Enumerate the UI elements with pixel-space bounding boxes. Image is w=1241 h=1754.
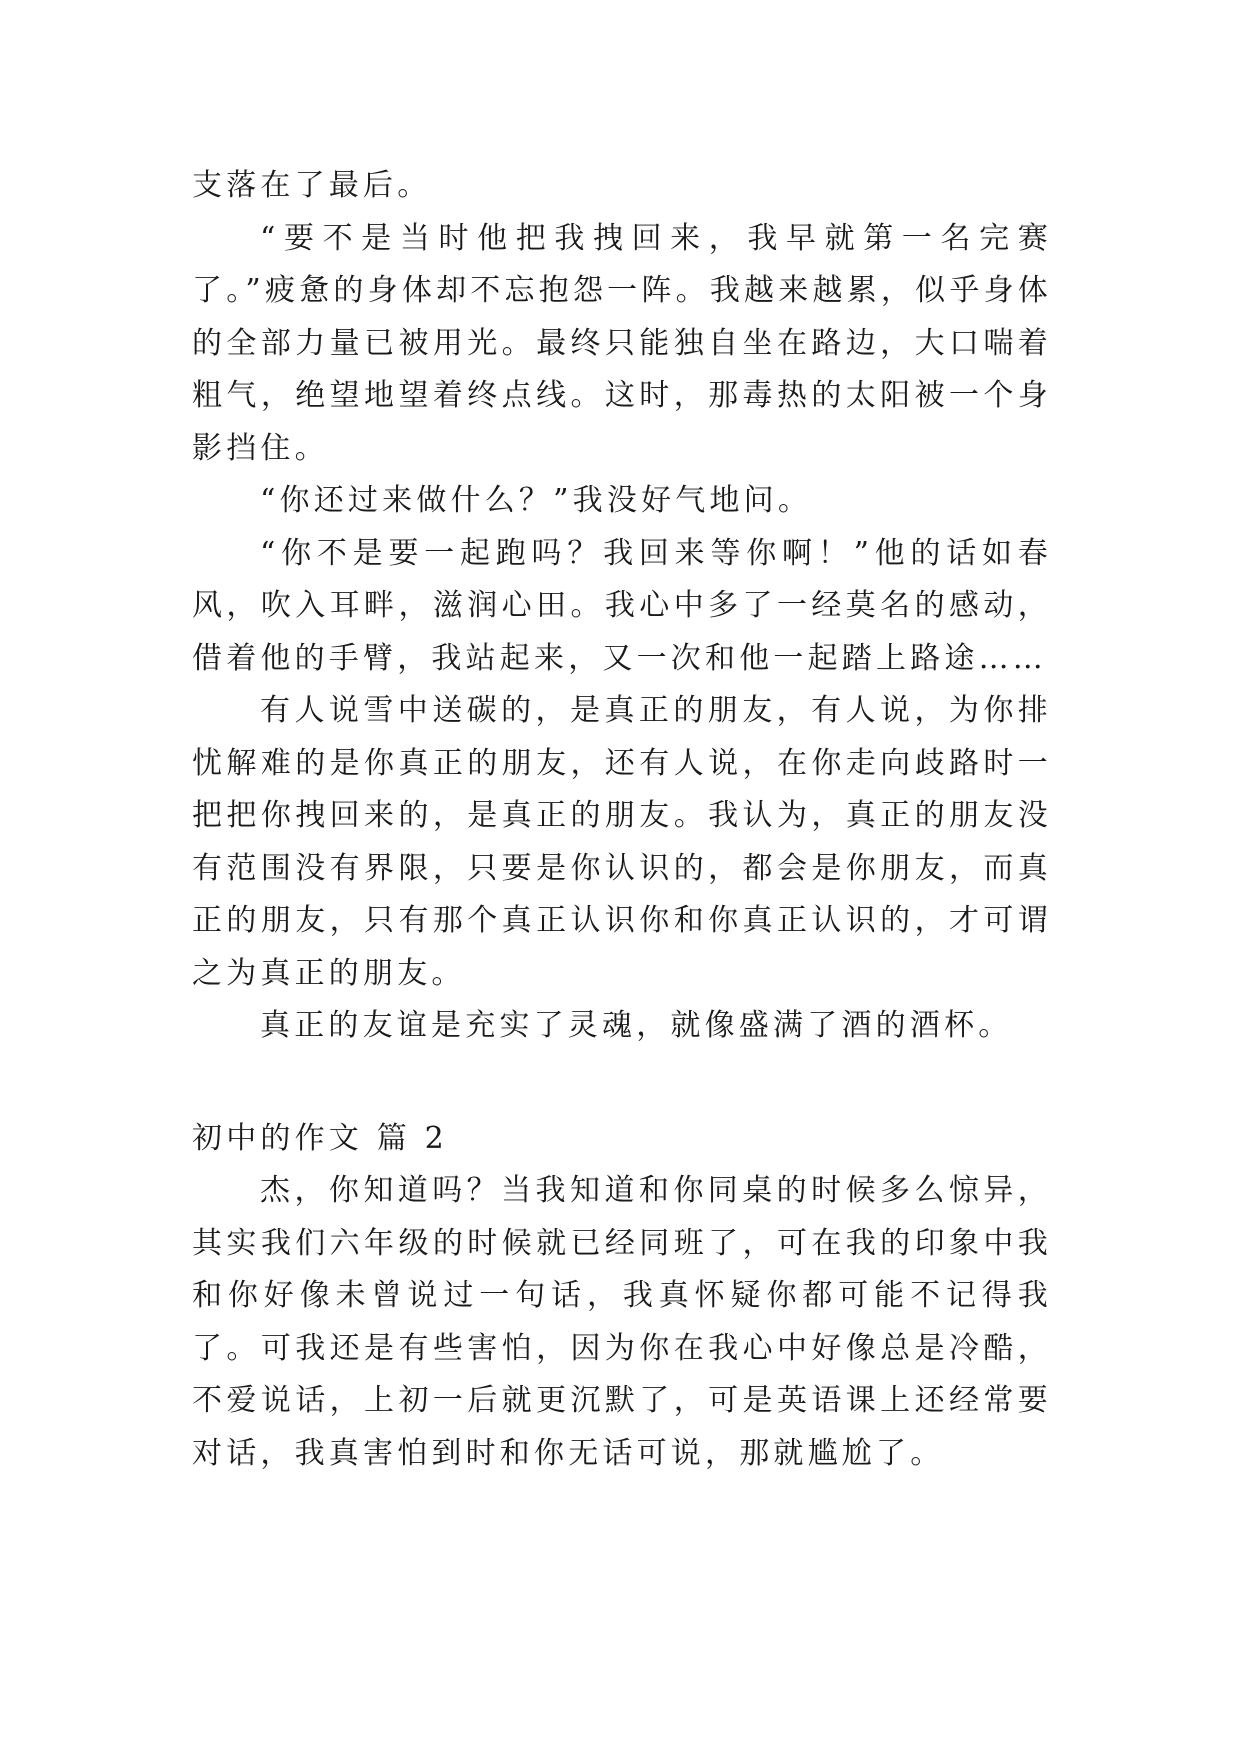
paragraph-continuation: 支落在了最后。 (192, 168, 432, 203)
document-body (192, 160, 1052, 1480)
paragraph: 杰，你知道吗？当我知道和你同桌的时候多么惊异，其实我们六年级的时候就已经同班了，可在我的印象中我和你好像未曾说过一句话，我真怀疑你都可能不记得我了。可我还是有些害怕，因为你在我心中好像总是冷酷，不爱说话，上初一后就更沉默了，可是英语课上还经常要对话，我真害怕到时和你无话可说，那就尴尬了。 (192, 1173, 1052, 1471)
paragraph: “你不是要一起跑吗？我回来等你啊！”他的话如春风，吹入耳畔，滋润心田。我心中多了一经莫名的感动，借着他的手臂，我站起来，又一次和他一起踏上路途…… (192, 535, 1052, 676)
paragraph: “你还过来做什么？”我没好气地问。 (260, 483, 813, 518)
paragraph: 真正的友谊是充实了灵魂，就像盛满了酒的酒杯。 (260, 1008, 1013, 1043)
paragraph: “要不是当时他把我拽回来，我早就第一名完赛了。”疲惫的身体却不忘抱怨一阵。我越来越累，似乎身体的全部力量已被用光。最终只能独自坐在路边，大口喘着粗气，绝望地望着终点线。这时，那毒热的太阳被一个身影挡住。 (192, 220, 1052, 466)
paragraph: 有人说雪中送碳的，是真正的朋友，有人说，为你排忧解难的是你真正的朋友，还有人说，在你走向歧路时一把把你拽回来的，是真正的朋友。我认为，真正的朋友没有范围没有界限，只要是你认识的，都会是你朋友，而真正的朋友，只有那个真正认识你和你真正认识的，才可谓之为真正的朋友。 (192, 693, 1052, 991)
section-heading: 初中的作文 篇 2 (192, 1120, 448, 1156)
